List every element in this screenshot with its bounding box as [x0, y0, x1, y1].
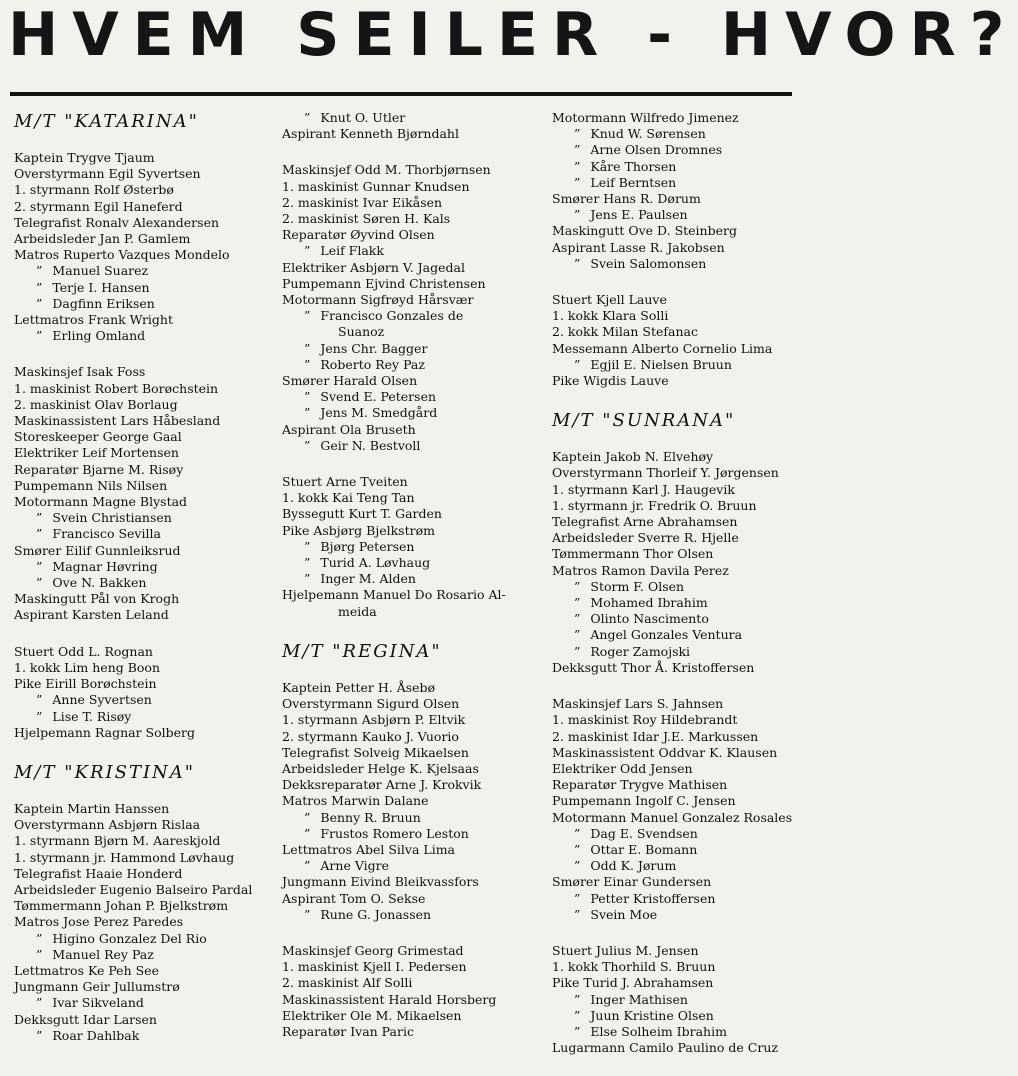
crew-entry: Hjelpemann Manuel Do Rosario Al- — [282, 587, 506, 603]
crew-entry: Telegrafist Haaie Honderd — [14, 865, 183, 881]
crew-entry: 2. maskinist Søren H. Kals — [282, 211, 451, 227]
ship-section — [282, 110, 552, 620]
crew-entry: Reparatør Ivan Paric — [282, 1023, 414, 1039]
crew-entry: Maskingutt Pål von Krogh — [14, 591, 180, 607]
crew-entry-ditto: ” Angel Gonzales Ventura — [552, 627, 798, 643]
crew-entry-ditto: ” Manuel Suarez — [14, 263, 276, 279]
crew-entry: Telegrafist Ronalv Alexandersen — [14, 214, 220, 230]
crew-group — [552, 943, 798, 1056]
crew-entry: Matros Jose Perez Paredes — [14, 914, 184, 930]
crew-entry: Dekksgutt Thor Å. Kristoffersen — [552, 659, 755, 675]
crew-entry-ditto: ” Svein Moe — [552, 907, 798, 923]
crew-entry-ditto: ” Francisco Gonzales de — [282, 308, 552, 324]
ship-section — [14, 110, 276, 741]
crew-entry: Byssegutt Kurt T. Garden — [282, 506, 442, 522]
crew-entry: Aspirant Tom O. Sekse — [282, 890, 426, 906]
crew-entry: Overstyrmann Sigurd Olsen — [282, 696, 460, 712]
crew-entry: Pike Asbjørg Bjelkstrøm — [282, 522, 435, 538]
crew-entry-ditto: ” Kåre Thorsen — [552, 159, 798, 175]
crew-entry: Arbeidsleder Jan P. Gamlem — [14, 231, 191, 247]
crew-group — [14, 801, 276, 1044]
crew-entry-ditto: ” Roar Dahlbak — [14, 1028, 276, 1044]
ship-title: M/T "REGINA" — [282, 640, 442, 662]
crew-entry: Elektriker Asbjørn V. Jagedal — [282, 259, 465, 275]
crew-entry: Lettmatros Frank Wright — [14, 312, 173, 328]
crew-entry-ditto: ” Magnar Høvring — [14, 559, 276, 575]
crew-entry: 1. styrmann Asbjørn P. Eltvik — [282, 712, 466, 728]
crew-entry-ditto: ” Roberto Rey Paz — [282, 357, 552, 373]
crew-entry: Aspirant Ola Bruseth — [282, 421, 416, 437]
column-1 — [14, 110, 276, 1064]
crew-entry-ditto: ” Terje I. Hansen — [14, 280, 276, 296]
crew-entry: Matros Ramon Davila Perez — [552, 562, 729, 578]
crew-entry: Motormann Magne Blystad — [14, 494, 188, 510]
crew-entry: Suanoz — [338, 324, 385, 340]
crew-entry: Matros Ruperto Vazques Mondelo — [14, 247, 230, 263]
crew-entry: 2. kokk Milan Stefanac — [552, 324, 698, 340]
crew-entry-ditto: ” Inger M. Alden — [282, 571, 552, 587]
crew-entry: Reparatør Øyvind Olsen — [282, 227, 435, 243]
crew-entry: Jungmann Eivind Bleikvassfors — [282, 874, 479, 890]
crew-entry: 1. styrmann Karl J. Haugevik — [552, 481, 735, 497]
crew-entry: 1. styrmann jr. Fredrik O. Bruun — [552, 497, 757, 513]
crew-entry: Stuert Odd L. Rognan — [14, 643, 153, 659]
crew-entry-ditto: ” Dagfinn Eriksen — [14, 296, 276, 312]
crew-entry-ditto: ” Svend E. Petersen — [282, 389, 552, 405]
crew-entry-ditto: ” Jens M. Smedgård — [282, 405, 552, 421]
crew-entry-ditto: ” Olinto Nascimento — [552, 611, 798, 627]
crew-entry-ditto: ” Egjil E. Nielsen Bruun — [552, 357, 798, 373]
crew-entry-ditto: ” Arne Vigre — [282, 858, 552, 874]
crew-entry-ditto: ” Ottar E. Bomann — [552, 842, 798, 858]
crew-entry: Storeskeeper George Gaal — [14, 429, 182, 445]
crew-entry: 2. maskinist Ivar Eikåsen — [282, 194, 443, 210]
page-headline: HVEM SEILER - HVOR? — [8, 0, 1018, 70]
crew-entry: Motormann Manuel Gonzalez Rosales — [552, 809, 793, 825]
crew-entry: Pumpemann Nils Nilsen — [14, 477, 168, 493]
crew-entry: Reparatør Trygve Mathisen — [552, 777, 728, 793]
crew-entry: 2. styrmann Egil Haneferd — [14, 198, 183, 214]
crew-entry: Smører Hans R. Dørum — [552, 191, 701, 207]
crew-entry: Motormann Wilfredo Jimenez — [552, 110, 739, 125]
crew-entry: 1. styrmann jr. Hammond Løvhaug — [14, 849, 235, 865]
crew-group — [282, 680, 552, 923]
crew-entry-ditto: ” Benny R. Bruun — [282, 810, 552, 826]
crew-group — [552, 696, 798, 923]
crew-group — [14, 150, 276, 344]
crew-entry: Maskinassistent Harald Horsberg — [282, 991, 497, 1007]
crew-entry-ditto: ” Ove N. Bakken — [14, 575, 276, 591]
crew-entry-ditto: ” Turid A. Løvhaug — [282, 555, 552, 571]
crew-entry-ditto: ” Odd K. Jørum — [552, 858, 798, 874]
crew-entry: Kaptein Petter H. Åsebø — [282, 679, 436, 695]
ship-title: M/T "SUNRANA" — [552, 410, 736, 432]
crew-entry: Motormann Sigfrøyd Hårsvær — [282, 292, 474, 308]
crew-entry-ditto: ” Inger Mathisen — [552, 992, 798, 1008]
crew-entry: Maskinsjef Lars S. Jahnsen — [552, 696, 724, 712]
crew-entry-ditto: ” Petter Kristoffersen — [552, 891, 798, 907]
crew-entry: 1. maskinist Robert Borøchstein — [14, 380, 219, 396]
crew-entry: Stuert Kjell Lauve — [552, 292, 667, 308]
crew-group — [552, 292, 798, 389]
ship-section — [282, 640, 552, 1040]
crew-entry: 2. maskinist Idar J.E. Markussen — [552, 728, 759, 744]
column-3 — [552, 110, 798, 1076]
crew-entry: Telegrafist Arne Abrahamsen — [552, 514, 738, 530]
ship-section — [552, 409, 798, 1056]
crew-entry-ditto: ” Higino Gonzalez Del Rio — [14, 931, 276, 947]
crew-entry: Hjelpemann Ragnar Solberg — [14, 724, 196, 740]
crew-entry-ditto: ” Knut O. Utler — [282, 110, 552, 126]
crew-entry-ditto: ” Leif Berntsen — [552, 175, 798, 191]
crew-entry: 1. kokk Lim heng Boon — [14, 659, 161, 675]
crew-entry: Maskinassistent Oddvar K. Klausen — [552, 744, 778, 760]
crew-entry: Pumpemann Ingolf C. Jensen — [552, 793, 736, 809]
crew-entry: Smører Harald Olsen — [282, 373, 418, 389]
crew-entry: Overstyrmann Asbjørn Rislaa — [14, 817, 201, 833]
crew-entry-ditto: ” Frustos Romero Leston — [282, 826, 552, 842]
crew-entry-ditto: ” Knud W. Sørensen — [552, 126, 798, 142]
crew-entry: 1. styrmann Bjørn M. Aareskjold — [14, 833, 221, 849]
crew-entry: Arbeidsleder Eugenio Balseiro Pardal — [14, 881, 253, 897]
crew-group — [282, 110, 552, 142]
crew-entry: 1. kokk Klara Solli — [552, 308, 669, 324]
crew-entry: Messemann Alberto Cornelio Lima — [552, 340, 773, 356]
crew-entry-ditto: ” Jens Chr. Bagger — [282, 341, 552, 357]
crew-entry-ditto: ” Arne Olsen Dromnes — [552, 142, 798, 158]
ship-section — [552, 110, 798, 389]
headline-rule — [10, 92, 792, 96]
crew-entry: Kaptein Jakob N. Elvehøy — [552, 449, 714, 465]
crew-group — [14, 364, 276, 623]
crew-entry-ditto: ” Manuel Rey Paz — [14, 947, 276, 963]
crew-entry-ditto: ” Storm F. Olsen — [552, 579, 798, 595]
crew-entry-ditto: ” Ivar Sikveland — [14, 995, 276, 1011]
column-2 — [282, 110, 552, 1060]
crew-entry: 2. styrmann Kauko J. Vuorio — [282, 728, 459, 744]
crew-entry: 1. kokk Thorhild S. Bruun — [552, 959, 716, 975]
crew-entry: Pike Eirill Borøchstein — [14, 676, 157, 692]
crew-group — [552, 449, 798, 676]
crew-entry-ditto: ” Roger Zamojski — [552, 644, 798, 660]
crew-entry: Pike Wigdis Lauve — [552, 373, 669, 389]
crew-entry: 1. styrmann Rolf Østerbø — [14, 182, 174, 198]
crew-entry-ditto: ” Erling Omland — [14, 328, 276, 344]
crew-entry: Pike Turid J. Abrahamsen — [552, 975, 714, 991]
crew-entry-ditto: ” Rune G. Jonassen — [282, 907, 552, 923]
crew-entry: 1. kokk Kai Teng Tan — [282, 490, 415, 506]
crew-entry: Lettmatros Ke Peh See — [14, 962, 159, 978]
crew-entry: Aspirant Kenneth Bjørndahl — [282, 126, 459, 142]
crew-group — [282, 943, 552, 1040]
crew-entry-ditto: ” Bjørg Petersen — [282, 539, 552, 555]
crew-entry: Reparatør Bjarne M. Risøy — [14, 461, 184, 477]
crew-group — [14, 644, 276, 741]
crew-entry-ditto: ” Leif Flakk — [282, 243, 552, 259]
ship-title: M/T "KRISTINA" — [14, 761, 196, 783]
crew-entry: Kaptein Trygve Tjaum — [14, 150, 155, 165]
crew-entry-ditto: ” Juun Kristine Olsen — [552, 1008, 798, 1024]
crew-entry-ditto: ” Mohamed Ibrahim — [552, 595, 798, 611]
crew-entry: Smører Eilif Gunnleiksrud — [14, 542, 181, 558]
crew-entry: Maskinassistent Lars Håbesland — [14, 413, 221, 429]
crew-entry: Maskingutt Ove D. Steinberg — [552, 223, 737, 239]
crew-entry: Matros Marwin Dalane — [282, 793, 429, 809]
crew-entry: meida — [338, 603, 377, 619]
crew-entry: Stuert Julius M. Jensen — [552, 942, 699, 958]
crew-entry: 2. maskinist Alf Solli — [282, 975, 413, 991]
crew-entry: Overstyrmann Egil Syvertsen — [14, 166, 201, 182]
crew-entry: Telegrafist Solveig Mikaelsen — [282, 744, 469, 760]
crew-entry: Smører Einar Gundersen — [552, 874, 712, 890]
crew-entry-ditto: ” Geir N. Bestvoll — [282, 438, 552, 454]
crew-entry-ditto: ” Else Solheim Ibrahim — [552, 1024, 798, 1040]
crew-entry: Tømmermann Johan P. Bjelkstrøm — [14, 898, 229, 914]
crew-group — [282, 162, 552, 454]
crew-entry: Maskinsjef Isak Foss — [14, 364, 146, 380]
crew-entry: Elektriker Odd Jensen — [552, 760, 693, 776]
ship-section — [14, 761, 276, 1044]
crew-entry-ditto: ” Svein Salomonsen — [552, 256, 798, 272]
crew-entry: Elektriker Ole M. Mikaelsen — [282, 1007, 462, 1023]
crew-entry: Overstyrmann Thorleif Y. Jørgensen — [552, 465, 779, 481]
crew-entry: Kaptein Martin Hanssen — [14, 800, 170, 816]
crew-entry-ditto: ” Francisco Sevilla — [14, 526, 276, 542]
crew-entry-ditto: ” Jens E. Paulsen — [552, 207, 798, 223]
crew-entry: Maskinsjef Georg Grimestad — [282, 942, 464, 958]
crew-entry: 2. maskinist Olav Borlaug — [14, 396, 178, 412]
crew-entry: Lettmatros Abel Silva Lima — [282, 841, 456, 857]
crew-entry: 1. maskinist Kjell I. Pedersen — [282, 959, 467, 975]
crew-entry: Dekksreparatør Arne J. Krokvik — [282, 777, 482, 793]
crew-group — [282, 474, 552, 620]
crew-entry: Stuert Arne Tveiten — [282, 474, 408, 490]
crew-entry: 1. maskinist Gunnar Knudsen — [282, 178, 470, 194]
crew-entry-ditto: ” Dag E. Svendsen — [552, 826, 798, 842]
crew-entry: Arbeidsleder Helge K. Kjelsaas — [282, 760, 479, 776]
ship-title: M/T "KATARINA" — [14, 111, 199, 132]
crew-entry: Jungmann Geir Jullumstrø — [14, 979, 180, 995]
crew-entry: Arbeidsleder Sverre R. Hjelle — [552, 530, 739, 546]
crew-entry: Aspirant Lasse R. Jakobsen — [552, 239, 725, 255]
crew-entry-ditto: ” Anne Syvertsen — [14, 692, 276, 708]
crew-entry: Aspirant Karsten Leland — [14, 607, 169, 623]
crew-entry-ditto: ” Svein Christiansen — [14, 510, 276, 526]
crew-entry: Pumpemann Ejvind Christensen — [282, 275, 486, 291]
crew-entry: Maskinsjef Odd M. Thorbjørnsen — [282, 162, 491, 178]
crew-entry: Lugarmann Camilo Paulino de Cruz — [552, 1040, 778, 1056]
crew-group — [552, 110, 798, 272]
crew-entry: Elektriker Leif Mortensen — [14, 445, 179, 461]
crew-entry: Tømmermann Thor Olsen — [552, 546, 714, 562]
crew-entry: 1. maskinist Roy Hildebrandt — [552, 712, 738, 728]
crew-entry: Dekksgutt Idar Larsen — [14, 1011, 157, 1027]
crew-entry-ditto: ” Lise T. Risøy — [14, 709, 276, 725]
